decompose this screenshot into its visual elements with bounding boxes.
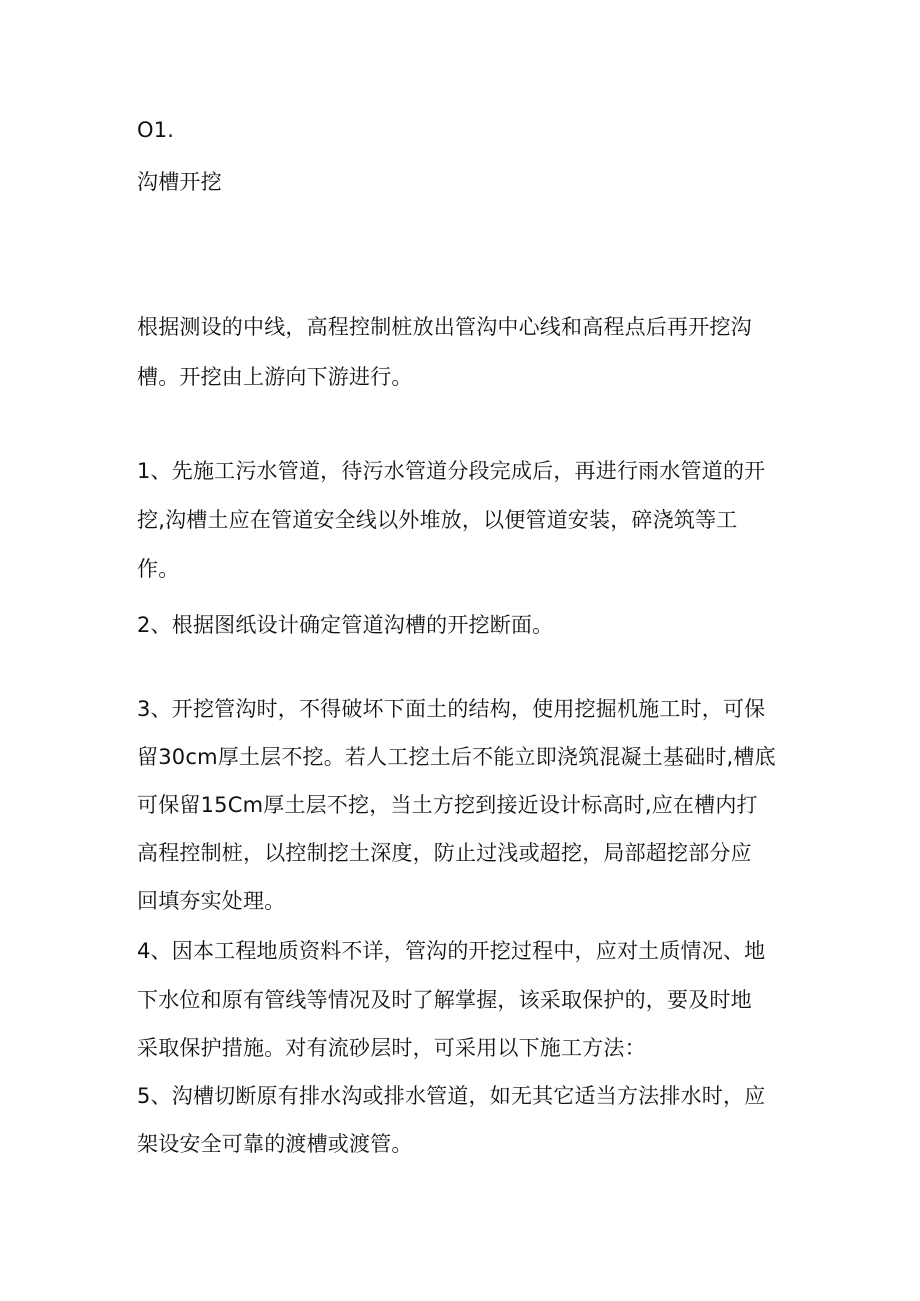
paragraph-line: 挖,沟槽土应在管道安全线以外堆放，以便管道安装，碎浇筑等工: [137, 508, 738, 532]
paragraph-line: 2、根据图纸设计确定管道沟槽的开挖断面。: [137, 613, 554, 637]
paragraph-line: 5、沟槽切断原有排水沟或排水管道，如无其它适当方法排水时，应: [137, 1084, 766, 1108]
paragraph-line: 可保留15Cm厚土层不挖，当土方挖到接近设计标高时,应在槽内打: [137, 793, 758, 817]
paragraph-line: 架设安全可靠的渡槽或渡管。: [137, 1132, 413, 1156]
paragraph-line: 高程控制桩，以控制挖土深度，防止过浅或超挖，局部超挖部分应: [137, 841, 752, 865]
paragraph-line: 4、因本工程地质资料不详，管沟的开挖过程中，应对土质情况、地: [137, 939, 766, 963]
paragraph-line: 槽。开挖由上游向下游进行。: [137, 365, 413, 389]
paragraph-line: 1、先施工污水管道，待污水管道分段完成后，再进行雨水管道的开: [137, 459, 766, 483]
paragraph-line: 3、开挖管沟时，不得破坏下面土的结构，使用挖掘机施工时，可保: [137, 697, 766, 721]
section-title: 沟槽开挖: [137, 170, 222, 194]
paragraph-line: 根据测设的中线，高程控制桩放出管沟中心线和高程点后再开挖沟: [137, 315, 752, 339]
paragraph-line: 留30cm厚土层不挖。若人工挖土后不能立即浇筑混凝土基础时,槽底: [137, 745, 776, 769]
paragraph-line: 作。: [137, 557, 180, 581]
paragraph-line: 下水位和原有管线等情况及时了解掌握，该采取保护的，要及时地: [137, 988, 752, 1012]
paragraph-line: 采取保护措施。对有流砂层时，可采用以下施工方法：: [137, 1036, 646, 1060]
paragraph-line: 回填夯实处理。: [137, 889, 286, 913]
section-number: O1.: [137, 118, 175, 142]
